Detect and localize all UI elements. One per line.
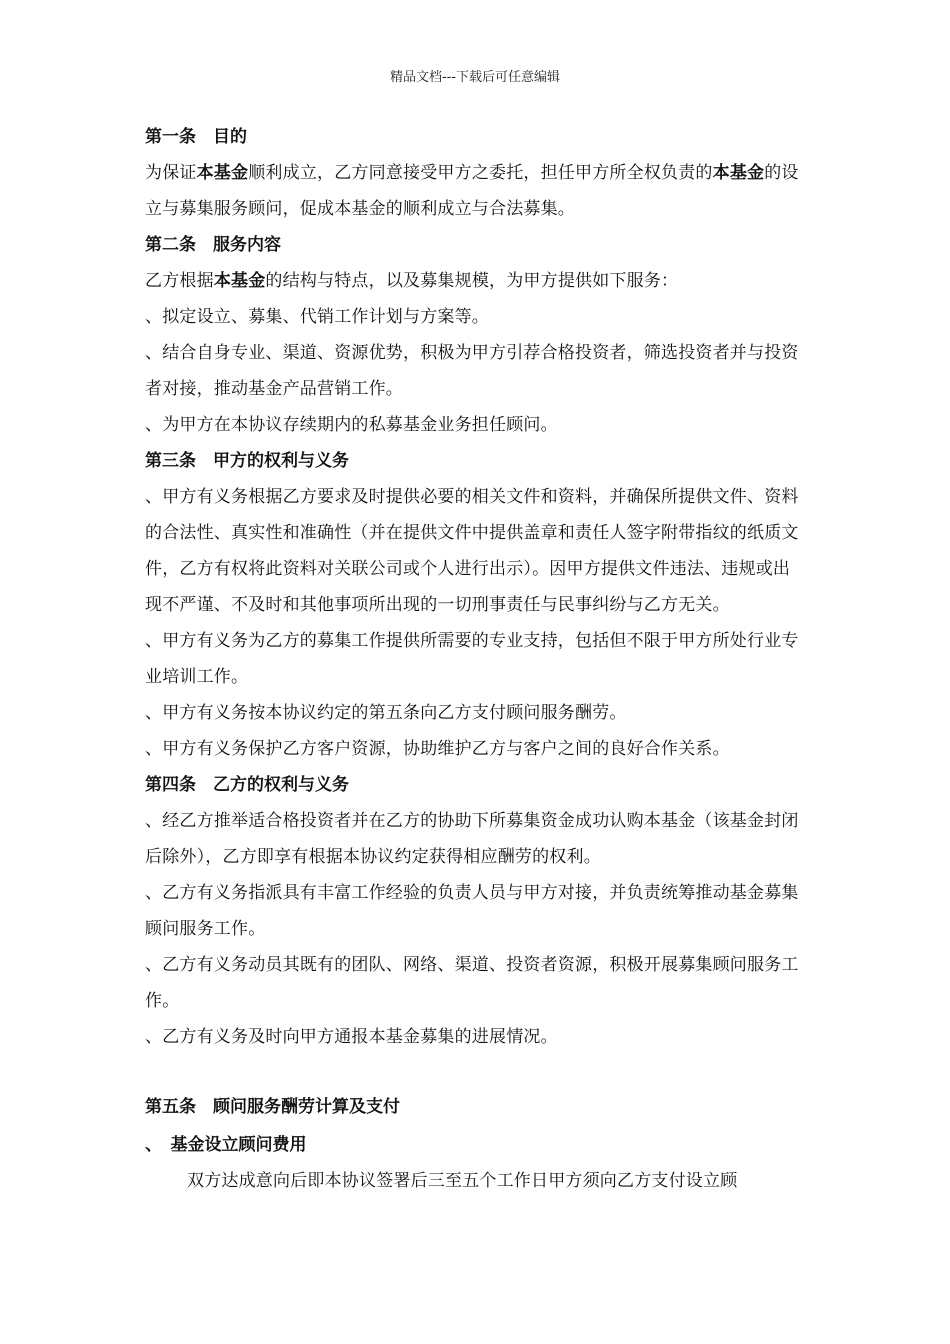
article-5-subheading: 、 基金设立顾问费用 bbox=[145, 1135, 307, 1155]
article-1-title: 第一条 目的 bbox=[145, 127, 247, 147]
article-3-item: 、甲方有义务根据乙方要求及时提供必要的相关文件和资料，并确保所提供文件、资料的合法性、真实性和准确性（并在提供文件中提供盖章和责任人签字附带指纹的纸质文件，乙方有权将此资料对关联公司或个人进行出示）。因甲方提供文件违法、违规或出现不严谨、不及时和其他事项所出现的一切刑事责任与民事纠纷与乙方无关。 bbox=[145, 487, 799, 615]
page-header: 精品文档---下载后可任意编辑 bbox=[389, 70, 561, 85]
document-body bbox=[145, 119, 805, 1199]
article-5-title: 第五条 顾问服务酬劳计算及支付 bbox=[145, 1097, 400, 1117]
article-5-paragraph: 双方达成意向后即本协议签署后三至五个工作日甲方须向乙方支付设立顾 bbox=[187, 1171, 738, 1191]
article-4-item: 、乙方有义务动员其既有的团队、网络、渠道、投资者资源，积极开展募集顾问服务工作。 bbox=[145, 955, 799, 1011]
article-2-title: 第二条 服务内容 bbox=[145, 235, 281, 255]
article-1-paragraph: 为保证本基金顺利成立，乙方同意接受甲方之委托，担任甲方所全权负责的本基金的设立与募集服务顾问，促成本基金的顺利成立与合法募集。 bbox=[145, 163, 799, 219]
article-3-item: 、甲方有义务为乙方的募集工作提供所需要的专业支持，包括但不限于甲方所处行业专业培训工作。 bbox=[145, 631, 799, 687]
article-2-item: 、为甲方在本协议存续期内的私募基金业务担任顾问。 bbox=[145, 415, 558, 435]
article-2-intro: 乙方根据本基金的结构与特点，以及募集规模，为甲方提供如下服务： bbox=[145, 271, 679, 291]
article-3-item: 、甲方有义务保护乙方客户资源，协助维护乙方与客户之间的良好合作关系。 bbox=[145, 739, 730, 759]
article-4-item: 、经乙方推举适合格投资者并在乙方的协助下所募集资金成功认购本基金（该基金封闭后除外），乙方即享有根据本协议约定获得相应酬劳的权利。 bbox=[145, 811, 799, 867]
article-2-item: 、拟定设立、募集、代销工作计划与方案等。 bbox=[145, 307, 489, 327]
spacer bbox=[145, 1055, 805, 1089]
article-4-title: 第四条 乙方的权利与义务 bbox=[145, 775, 349, 795]
article-4-item: 、乙方有义务指派具有丰富工作经验的负责人员与甲方对接，并负责统筹推动基金募集顾问服务工作。 bbox=[145, 883, 799, 939]
article-3-title: 第三条 甲方的权利与义务 bbox=[145, 451, 349, 471]
article-3-item: 、甲方有义务按本协议约定的第五条向乙方支付顾问服务酬劳。 bbox=[145, 703, 627, 723]
article-4-item: 、乙方有义务及时向甲方通报本基金募集的进展情况。 bbox=[145, 1027, 558, 1047]
article-2-item: 、结合自身专业、渠道、资源优势，积极为甲方引荐合格投资者，筛选投资者并与投资者对接，推动基金产品营销工作。 bbox=[145, 343, 799, 399]
